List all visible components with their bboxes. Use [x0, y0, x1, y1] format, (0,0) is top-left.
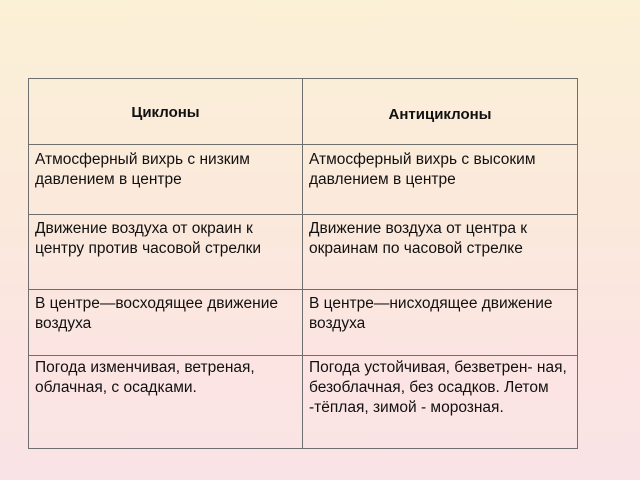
cyclone-cell [29, 290, 303, 356]
header-anticyclones-label: Антициклоны [388, 106, 492, 123]
cyclone-weather-text: Погода изменчивая, ветреная, облачная, с осадками. [35, 359, 255, 396]
anticyclone-cell [303, 145, 578, 215]
header-anticyclones [303, 79, 578, 145]
table-row [29, 215, 578, 290]
cyclone-pressure-text: Атмосферный вихрь с низким давлением в центре [35, 151, 250, 188]
anticyclone-cell [303, 215, 578, 290]
cyclone-center-text: В центре—восходящее движение воздуха [35, 295, 278, 332]
anticyclone-center-text: В центре—нисходящее движение воздуха [309, 295, 553, 332]
comparison-table [28, 78, 578, 449]
table-header-row [29, 79, 578, 145]
table-row [29, 290, 578, 356]
anticyclone-air-movement-text: Движение воздуха от центра к окраинам по часовой стрелке [309, 220, 528, 257]
anticyclone-weather-text: Погода устойчивая, безветрен- ная, безоблачная, без осадков. Летом -тёплая, зимой - морозная. [309, 359, 567, 416]
header-cyclones [29, 79, 303, 145]
table-row [29, 356, 578, 449]
cyclone-cell [29, 356, 303, 449]
anticyclone-cell [303, 356, 578, 449]
table-row [29, 145, 578, 215]
anticyclone-pressure-text: Атмосферный вихрь с высоким давлением в центре [309, 151, 536, 188]
anticyclone-cell [303, 290, 578, 356]
cyclone-cell [29, 215, 303, 290]
cyclone-air-movement-text: Движение воздуха от окраин к центру против часовой стрелки [35, 220, 262, 257]
cyclone-cell [29, 145, 303, 215]
header-cyclones-label: Циклоны [131, 104, 200, 121]
